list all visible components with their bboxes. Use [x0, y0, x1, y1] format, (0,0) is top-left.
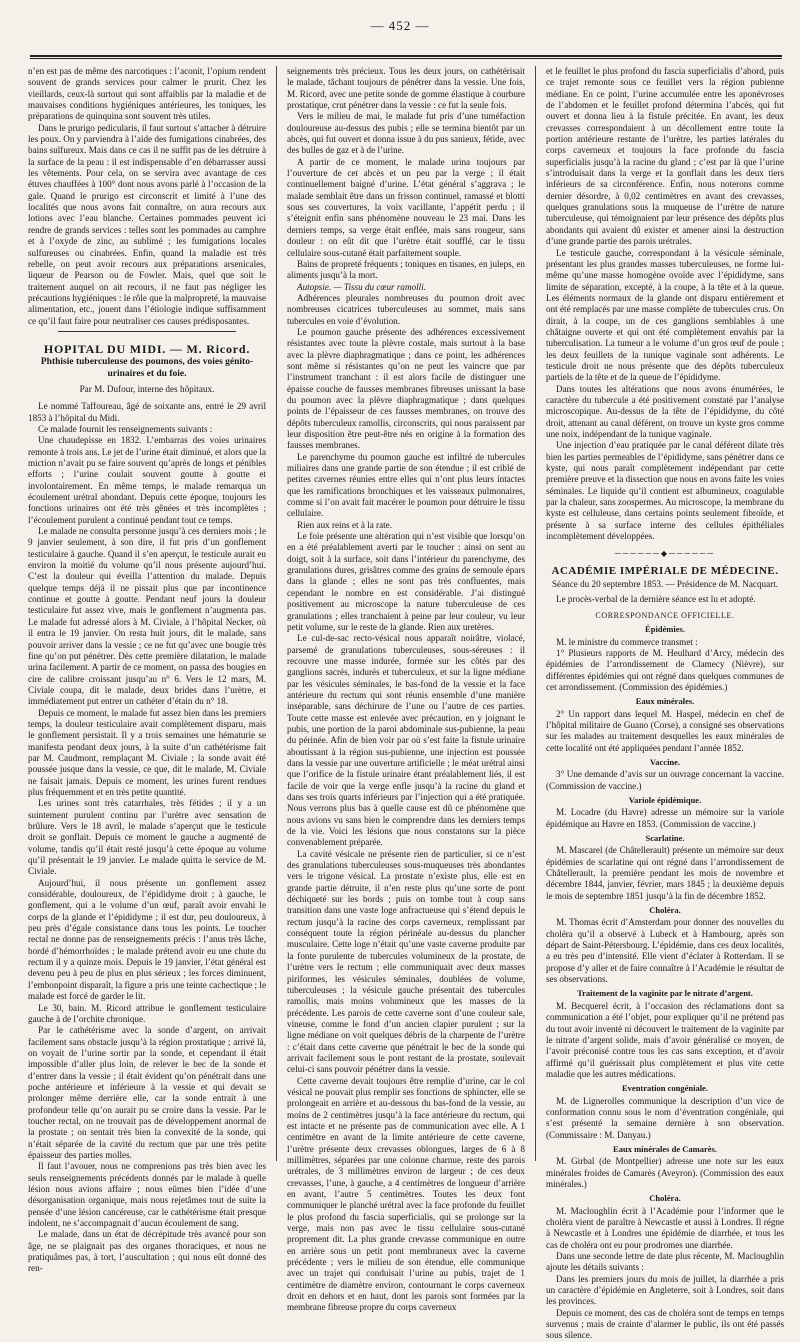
section-subhead: Traitement de la vaginite par le nitrate d’argent. — [577, 988, 753, 999]
paragraph: A partir de ce moment, le malade urina toujours par l’ouverture de cet abcès et un peu par la verge ; il était continuellement baigné d’urine. L’état général s’aggrava ; le malade semblait être dans un frisson continuel, ramassé et blotti sous ses couvertures, la voix vacillante, l’appétit perdu ; il s’éteignit enfin sans phénomène nouveau le 23 mai. Dans les derniers temps, sa verge était enflée, mais sans rougeur, sans douleur : on eût dit que l’urètre était soufflé, car le tissu cellulaire sous-cutané était parfaitement souple. — [287, 156, 525, 258]
section-text: M. Becquerel écrit, à l’occasion des réclamations dont sa communication a été l’objet, pour expliquer qu’il ne prétend pas du tout avoir inventé ni découvert le traitement de la vaginite par le nitrate d’argent solide, mais d’avoir généralisé ce moyen, de l’avoir préconisé contre tous les cas sans exception, et d’avoir affirmé qu’il guérissait plus complètement et plus vite cette maladie que les autres médications. — [546, 1000, 784, 1079]
paragraph: Le nommé Taffoureau, âgé de soixante ans, entré le 29 avril 1853 à l’hôpital du Midi. — [28, 401, 266, 423]
section-text: M. Girbal (de Montpellier) adresse une note sur les eaux minérales froides de Camarès (Aveyron). (Commission des eaux minérales.) — [546, 1156, 784, 1189]
paragraph: Par le cathétérisme avec la sonde d’argent, on arrivait facilement sans obstacle jusqu’à la région prostatique ; arrivé là, on voyait de l’urine sortir par la sonde, et cependant il était impossible d’aller plus loin, de relever le bec de la sonde et d’entrer dans la vessie ; il était évident qu’on pénétrait dans une poche antérieure et inférieure à la vessie et qui devait se prolonger même derrière elle, car la sonde entrait à une profondeur telle qu’on aurait pu se croire dans la vessie. Par le toucher rectal, on ne trouvait pas de développement anormal de la prostate ; on sentait très bien la convexité de la sonde, qui n’était séparée de la cavité du rectum que par une très petite épaisseur des parties molles. — [28, 1025, 266, 1160]
paragraph: Une injection d’eau pratiquée par le canal déférent dilate très bien les parties permeables de l’épididyme, sans pénétrer dans ce kyste, qui nous paraît complètement indépendant par cette première preuve et la dissection que nous en avons faite les voies séminales. Le liquide qu’il contient est albumineux, coagulable par la chaleur, sans zoospermes. Au microscope, la membrane du kyste est celluleuse, dans certains points seulement fibroïde, et présente à sa surface interne des cellules épithéliales incomplètement développées. — [546, 440, 784, 542]
section-subhead: Eaux minérales. — [635, 696, 695, 707]
section-text: M. Locadre (du Havre) adresse un mémoire sur la variole épidémique au Havre en 1853. (Commission de vaccine.) — [546, 807, 784, 829]
section-text: Depuis ce moment, des cas de choléra sont de temps en temps survenus ; mais de crainte d’alarmer le public, ils ont été passés sous silence. — [546, 1307, 784, 1341]
section-subhead: Vaccine. — [649, 756, 681, 767]
paragraph-autopsie: Autopsie. — Tissu du cœur ramolli. — [297, 281, 427, 292]
section-text: M. Mascarel (de Châtellerault) présente un mémoire sur deux épidémies de scarlatine qui ont régné dans l’arrondissement de Châtellerault, la première pendant les mois de novembre et décembre 1844, janvier, février, mars 1845 ; la deuxième depuis le mois de septembre 1851 jusqu’à la fin de décembre 1852. — [546, 845, 784, 901]
section-subhead: Eaux minérales de Camarès. — [613, 1143, 717, 1154]
column-1 — [28, 66, 266, 1274]
section-text: 2° Un rapport dans lequel M. Haspel, médecin en chef de l’hôpital militaire de Guano (Corse), a consigné ses observations sur les malades au traitement desquelles les eaux minérales de cette localité ont été appliquées pendant l’année 1852. — [546, 708, 784, 753]
paragraph: n’en est pas de même des narcotiques : l’aconit, l’opium rendent souvent de grands services pour calmer le prurit. Chez les vieillards, ceux-là surtout qui sont affaiblis par la maladie et de mauvaises conditions hygiéniques antérieures, les toniques, les préparations de quinquina sont souvent très utiles. — [28, 66, 266, 122]
session-line: Séance du 20 septembre 1853. — Présidence de M. Nacquart. — [551, 579, 779, 590]
section-text: M. de Lignerolles communique la description d’un vice de conformation connu sous le nom d’éventration congéniale, qui s’est présenté la semaine dernière à son observation. (Commissaire : M. Danyau.) — [546, 1095, 784, 1140]
paragraph: Le poumon gauche présente des adhérences excessivement résistantes avec toute la plèvre costale, mais surtout à la base avec la plèvre diaphragmatique ; dans ce point, les adhérences sont même si résistantes qu’on ne peut les vaincre que par l’instrument tranchant : il est alors facile de distinguer une épaisse couche de fausses membranes fibreuses unissant la base du poumon avec la plèvre diaphragmatique ; dans quelques points de l’épaisseur de ces fausses membranes, on trouve des dépôts tuberculeux ramollis, circonscrits, qui nous paraissent par leur disposition être peut-être nés en origine à la formation des fausses membranes. — [287, 326, 525, 451]
paragraph: Les urines sont très catarrhales, très fétides ; il y a un suintement purulent continu par l’urètre avec sensation de brûlure. Vers le 18 avril, le malade s’aperçut que le testicule droit se gonflait. Depuis ce moment le gauche a augmenté de volume, tandis qu’il était resté jusqu’à cette époque au volume qu’il présentait le 19 janvier. Le malade quitta le service de M. Civiale. — [28, 798, 266, 877]
paragraph: Le parenchyme du poumon gauche est infiltré de tubercules miliaires dans une grande partie de son étendue ; il est criblé de petites cavernes réunies entre elles qui n’ont plus leurs intactes que les ramifications bronchiques et les vaisseaux pulmonaires, comme si l’on avait fait macérer le poumon pour détruire le tissu cellulaire. — [287, 451, 525, 519]
section-subhead: Épidémies. — [645, 624, 685, 635]
column-separator — [276, 66, 277, 1161]
section-text: M. le ministre du commerce transmet : — [556, 636, 698, 647]
page-header — [0, 0, 800, 50]
paragraph: Le malade ne consulta personne jusqu’à ces derniers mois ; le 9 janvier seulement, à son dire, il fut pris d’un gonflement testiculaire à gauche. Quand il s’en aperçut, le testicule aurait eu environ la moitié du volume qu’il nous présente aujourd’hui. C’est la douleur qui éveilla l’attention du malade. Depuis quelque temps déjà il ne pissait plus que par incontinence continue et goutte à goutte. Pendant neuf jours la douleur testiculaire fut assez vive, mais le gonflement n’augmenta pas. Le malade fut adressé alors à M. Civiale, à l’hôpital Necker, où il entra le 19 janvier. On resta huit jours, dit le malade, sans pouvoir arriver dans la vessie ; ce ne fut qu’avec une bougie très fine qu’on put pénétrer. Dès cette première dilatation, le malade urina facilement. A partir de ce moment, on passa des bougies en cire de calibre croissant jusqu’au n° 6. Vers le 12 mars, M. Civiale coupa, dit le malade, deux brides dans l’urètre, et immédiatement put entrer un cathéter d’étain du n° 18. — [28, 526, 266, 707]
section-text: M. Thomas écrit d’Amsterdam pour donner des nouvelles du choléra qu’il a observé à Lubeck et à Hambourg, après son départ de Saint-Pétersbourg. L’épidémie, dans ces deux localités, a eu très peu d’intensité. Elle vient d’éclater à Rotterdam. Il se propose d’y aller et de faire connaître à l’Académie le résultat de ses observations. — [546, 917, 784, 985]
correspondence-heading: CORRESPONDANCE OFFICIELLE. — [595, 610, 735, 620]
paragraph: Le procès-verbal de la dernière séance est lu et adopté. — [556, 594, 756, 605]
paragraph: Ce malade fournit les renseignements suivants : — [38, 423, 213, 434]
column-2 — [287, 66, 525, 1313]
column-separator — [535, 66, 536, 1161]
page-number: — 452 — — [370, 18, 430, 33]
academy-sections — [546, 624, 784, 1342]
paragraph: Cette caverne devait toujours être remplie d’urine, car le col vésical ne pouvait plus remplir ses fonctions de sphincter, elle se prolongeait en arrière et au-dessous du bas-fond de la vessie, au moins de 2 centimètres jusqu’à la face antérieure du rectum, qui est intacte et ne présente pas de communication avec elle. A 1 centimètre en avant de la limite antérieure de cette caverne, l’urètre présente deux crevasses oblongues, larges de 6 à 8 millimètres, séparées par une colonne charnue, reste des parois urétrales, de 3 millimètres environ de largeur ; de ces deux crevasses, l’une, à gauche, a 4 centimètres de longueur d’arrière en avant, l’autre 5 centimètres. Toutes les deux font communiquer le planché urétral avec la face profonde du feuillet le plus profond du fascia superficialis, qui se prolonge sur la verge, mais non pas avec le tissu cellulaire sous-cutané proprement dit. La plus grande crevasse communique en outre en arrière sous un petit pont membraneux avec la caverne précédente ; vers le milieu de son étendue, elle communique avec un trajet qui conduisait l’urine au pubis, trajet de 1 centimètre de diamètre environ, contournant le corps caverneux droit en dehors et en haut, dont les parois sont formées par la membrane fibreuse propre du corps caverneux — [287, 1075, 525, 1313]
paragraph: Le 30, bain. M. Ricord attribue le gonflement testiculaire gauche à de l’orchite chronique. — [28, 1002, 266, 1024]
section-rule — [58, 331, 236, 332]
paragraph: Bains de propreté fréquents ; toniques en tisanes, en juleps, en aliments jusqu’à la mort. — [287, 258, 525, 281]
academy-title: ACADÉMIE IMPÉRIALE DE MÉDECINE. — [551, 564, 779, 577]
paragraph: et le feuillet le plus profond du fascia superficialis d’abord, puis ce trajet remonte sous ce feuillet vers la région pubienne médiane. En ce point, l’urine accumulée entre les aponévroses de l’abdomen et le feuillet profond détermina l’abcès, qui fut ouvert et donna lieu à la fistule précitée. En avant, les deux crevasses correspondaient à un décollement entre toute la portion antérieure restante de l’urètre, les parties latérales du corps caverneux et toujours la face profonde du fascia superficialis jusqu’à la racine du gland ; c’est par là que l’urine s’introduisait dans la verge et la gonflait dans les deux tiers inférieurs de sa circonférence. Enfin, nous noterons comme dernier désordre, à 0,02 centimètres en avant des crevasses, quelques granulations sous la muqueuse de l’urètre de nature tuberculeuse, qui témoignaient par leur présence des dépôts plus abondants qui avaient dû exister et amener ainsi la destruction d’une grande partie des parois urétrales. — [546, 66, 784, 247]
section-text: 3° Une demande d’avis sur un ouvrage concernant la vaccine. (Commission de vaccine.) — [546, 769, 784, 791]
paragraph: Dans le prurigo pedicularis, il faut surtout s’attacher à détruire les poux. On y parviendra à l’aide des fumigations cinabrées, des bains sulfureux. Mais dans ce cas il ne suffit pas de les détruire à la surface de la peau : il est indispensable d’en débarrasser aussi les vêtements. Pour cela, on se servira avec avantage de ces étuves chauffées à 100° dont nous avons parlé à l’occasion de la gale. Quand le prurigo est circonscrit et limité à l’une des localités que nous avons fait connaître, on aura recours aux lotions avec l’eau blanche. Certaines pommades peuvent ici rendre de grands services : telles sont les pommades au camphre et à l’oxyde de zinc, au sublimé ; les fumigations locales sulfureuses ou cinabrées. Enfin, quand la maladie est très rebelle, on peut avoir recours aux préparations arsenicales, liqueur de Pearson ou de Fowler. Mais, quel que soit le traitement auquel on ait recours, il ne faut pas négliger les précautions hygiéniques : le rôle que la malpropreté, la mauvaise alimentation, etc., jouent dans l’étiologie indique suffisamment ce qu’il faut faire pour neutraliser ces causes prédisposantes. — [28, 122, 266, 326]
paragraph: La cavité vésicale ne présente rien de particulier, si ce n’est des granulations tuberculeuses sous-muqueuses très abondantes vers le trigone vésical. La prostate n’existe plus, elle est en grande partie détruite, il n’en reste plus qu’une sorte de pont déchiqueté sur les bords ; puis on tombe tout à coup sans transition dans une vaste loge anfractueuse qui s’étend depuis le rectum jusqu’à la racine des corps caverneux, remplissant par conséquent toute la région périnéale au-dessus du plancher musculaire. Cette loge n’était qu’une vaste caverne produite par la fonte purulente de tubercules volumineux de la prostate, de l’urètre vers le rectum ; elle communiquait avec deux masses piriformes, les vésicules séminales, doublées de volume, tuberculeuses ; la vésicule gauche présentait des tubercules ramollis, mais moins volumineux que les masses de la précédente. Les parois de cette caverne sont d’une couleur sale, vineuse, comme le fond d’un ancien clapier purulent ; sur la ligne médiane on voit quelques débris de la charpente de l’urètre : c’était dans cette caverne que pénétrait le bec de la sonde qui arrivait facilement sous le pont restant de la prostate, soulevait celui-ci sans pouvoir pénétrer dans la vessie. — [287, 848, 525, 1075]
paragraph: Rien aux reins et à la rate. — [297, 519, 393, 530]
columns — [28, 66, 784, 1341]
section-text: 1° Plusieurs rapports de M. Heulhard d’Arcy, médecin des épidémies de l’arrondissement de Clamecy (Nièvre), sur différentes épidémies qui ont régné dans quelques communes de cet arrondissement. (Commission des épidémies.) — [546, 647, 784, 692]
paragraph: Aujourd’hui, il nous présente un gonflement assez considérable, douloureux, de l’épididyme droit ; à gauche, le gonflement, qui a le volume d’un œuf, paraît avoir envahi le corps de la glande et l’épididyme ; il est dur, peu douloureux, à peu près d’égale consistance dans tous les points. Le toucher rectal ne donne pas de renseignements précis : l’anus très lâche, bordé d’hémorrhoïdes ; le malade prétend avoir eu une chute du rectum il y a quinze mois. Depuis le 19 janvier, l’état général est devenu peu à peu de plus en plus sérieux ; les forces diminuent, l’embonpoint disparaît, la figure a pris une teinte cachectique ; le malade est forcé de garder le lit. — [28, 877, 266, 1002]
column-3 — [546, 66, 784, 1341]
section-subhead: Choléra. — [649, 1193, 681, 1204]
paragraph: Vers le milieu de mai, le malade fut pris d’une tuméfaction douloureuse au-dessus des pubis ; elle se termina bientôt par un abcès, qui fut ouvert et donna issue à du pus sanieux, fétide, avec des bulles de gaz et à de l’urine. — [287, 111, 525, 156]
section-text: Dans les premiers jours du mois de juillet, la diarrhée a pris un caractère d’épidémie en Angleterre, soit à Londres, soit dans les provinces. — [546, 1273, 784, 1307]
paragraph: Le cul-de-sac recto-vésical nous apparaît noirâtre, violacé, parsemé de granulations tuberculeuses, sous-séreuses : il recouvre une masse indurée, formée sur les côtés par des ganglions sacrés, indurés et tuberculeux, et sur la ligne médiane par les vésicules séminales, le bas-fond de la vessie et la face antérieure du rectum qui sont réunis ensemble d’une manière inséparable, sans déchirure de l’une ou l’autre de ces parties. Toute cette masse est enlevée avec précaution, en y joignant le pubis, une portion de la paroi abdominale sus-pubienne, la peau du périnée. Afin de bien voir par où s’est faite la fistule urinaire aboutissant à la région sus-pubienne, une injection est poussée dans la vessie par une ouverture artificielle ; le méat urétral ainsi que l’orifice de la fistule urinaire étant préalablement liés, il est facile de voir que la verge enfle jusqu’à la racine du gland et dans ses trois quarts inférieurs par l’injection qui a été pratiquée. Nous verrons plus bas à quelle cause est dû ce phénomène que nous avions vu sans bien le comprendre dans les derniers temps de la vie. Voici les lésions que nous constatons sur la pièce convenablement préparée. — [287, 633, 525, 848]
header-rule-thin — [30, 58, 782, 59]
section-subhead: Choléra. — [649, 905, 681, 916]
paragraph: Adhérences pleurales nombreuses du poumon droit avec nombreuses cicatrices tuberculeuses au sommet, mais sans tubercules en voie d’évolution. — [287, 292, 525, 326]
paragraph: Le testicule gauche, correspondant à la vésicule séminale, présentant les plus grandes masses tuberculeuses, ne forme lui-même qu’une masse homogène ovoïde avec l’épididyme, sans limite de séparation, excepté, à la coupe, à la tête et à la queue. Les éléments normaux de la glande ont disparu entièrement et ont été remplacés par une masse complète de tubercules crus. On dirait, à la coupe, un de ces ganglions semblables à une châtaigne ouverte et qui ont été complètement envahis par la tuberculisation. La tumeur a le volume d’un gros œuf de poule ; les deux feuillets de la tunique vaginale sont adhérents. Le testicule droit ne nous présente que des dépôts tuberculeux partiels de la tête et de la queue de l’épididyme. — [546, 247, 784, 383]
section-title: HOPITAL DU MIDI. — M. Ricord. — [43, 341, 251, 356]
paragraph: Une chaudepisse en 1832. L’embarras des voies urinaires remonte à trois ans. Le jet de l’urine était diminué, et alors que la miction n’avait pu se faire souvent qu’après de longs et pénibles efforts ; l’urine coulait souvent goutte à goutte et involontairement. En même temps, le malade remarqua un écoulement urétral abondant. Depuis cette époque, toujours les fonctions urinaires ont été très gênées et très incomplètes ; l’écoulement purulent a continué pendant tout ce temps. — [28, 435, 266, 525]
section-text: M. Macloughlin écrit à l’Académie pour l’informer que le choléra vient de paraître à Newcastle et aussi à Londres. Il régne à Newcastle et à Londres une épidémie de diarrhée, et tous les cas de choléra ont eu pour prodromes une diarrhée. — [546, 1205, 784, 1250]
paragraph: Dans toutes les altérations que nous avons énumérées, le caractère du tubercule a été positivement constaté par l’analyse microscopique. Au-dessus de la tête de l’épididyme, du côté droit, attenant au canal déférent, on trouve un kyste gros comme une noix, indépendant de la tunique vaginale. — [546, 383, 784, 439]
section-text: Dans une seconde lettre de date plus récente, M. Macloughlin ajoute les détails suivants : — [546, 1251, 784, 1273]
paragraph: seignements très précieux. Tous les deux jours, on cathétérisait le malade, tâchant toujours de pénétrer dans la vessie. Une fois, M. Ricord, avec une petite sonde de gomme élastique à courbure prostatique, crut pénétrer dans la vessie : ce fut la seule fois. — [287, 66, 525, 111]
paragraph: Le foie présente une altération qui n’est visible que lorsqu’on en a été préalablement averti par le toucher : ainsi on sent au doigt, soit à la surface, soit dans l’intérieur du parenchyme, des granulations dures, grisâtres comme des grains de semoule épars dans la glande ; elles ne sont pas très confluentes, mais cependant le nombre en est considérable. J’ai distingué positivement au microscope la nature tuberculeuse de ces granulations ; elles tranchaient à peine par leur couleur, vu leur petit volume, sur le reste de la glande. Rien aux uretères. — [287, 531, 525, 632]
paragraph: Depuis ce moment, le malade fut assez bien dans les premiers temps, la douleur testiculaire avait complètement disparu, mais le gonflement persistait. Il y a trois semaines une hématurie se manifesta pendant deux jours, à la suite d’un cathétérisme fait par M. Caudmont, remplaçant M. Civiale ; la sonde avait été poussée jusque dans la vessie, ce que, dit le malade, M. Civiale ne faisait jamais. Depuis ce moment, les urines furent rendues plus fréquemment et en très petite quantité. — [28, 707, 266, 797]
decorative-rule: ──────◆────── — [614, 549, 716, 559]
section-subhead: Eventration congéniale. — [622, 1083, 708, 1094]
paragraph: Le malade, dans un état de décrépitude très avancé pour son âge, ne se plaignait pas des organes thoraciques, et nous ne pratiquâmes pas, à tort, l’auscultation ; qui nous eût donné des ren- — [28, 1229, 266, 1274]
byline: Par M. Dufour, interne des hôpitaux. — [79, 383, 215, 394]
section-subhead: Variole épidémique. — [628, 794, 702, 805]
section-subhead: Scarlatine. — [645, 833, 685, 843]
paragraph: Il faut l’avouer, nous ne comprenions pas très bien avec les seuls renseignements précédents donnés par le malade à quelle lésion nous avions affaire ; nous eûmes bien l’idée d’une désorganisation organique, mais nous rejetâmes tout de suite la pensée d’une lésion cancéreuse, car le cathétérisme était presque indolent, ne s’accompagnait d’aucun écoulement de sang. — [28, 1161, 266, 1229]
section-subtitle: Phthisie tuberculeuse des poumons, des voies génito-urinaires et du foie. — [40, 357, 254, 379]
header-rule — [30, 55, 782, 57]
